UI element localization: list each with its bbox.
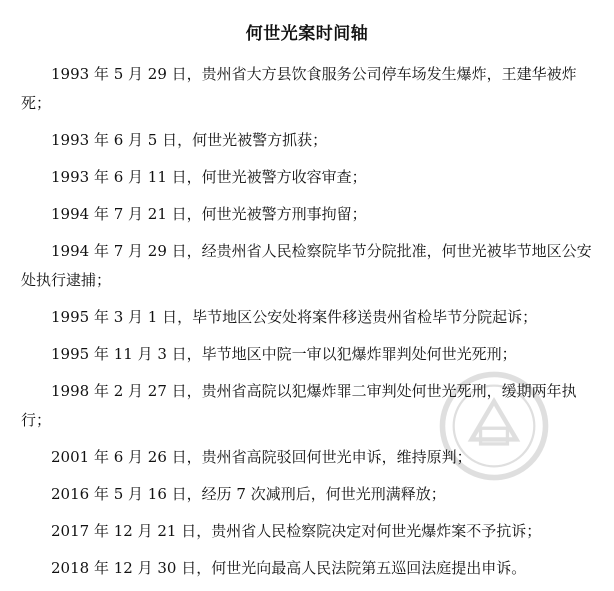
timeline-entry: 2018 年 12 月 30 日，何世光向最高人民法院第五巡回法庭提出申诉。 <box>51 559 527 577</box>
timeline-entry: 1993 年 5 月 29 日，贵州省大方县饮食服务公司停车场发生爆炸，王建华被炸死； <box>21 65 577 112</box>
timeline-entry: 1993 年 6 月 11 日，何世光被警方收容审查； <box>51 168 367 186</box>
timeline-entry: 1994 年 7 月 21 日，何世光被警方刑事拘留； <box>51 205 367 223</box>
timeline-entry: 2001 年 6 月 26 日，贵州省高院驳回何世光申诉，维持原判； <box>51 448 472 466</box>
timeline-entry: 1998 年 2 月 27 日，贵州省高院以犯爆炸罪二审判处何世光死刑，缓期两年执行； <box>21 382 577 429</box>
document-title: 何世光案时间轴 <box>245 24 369 44</box>
timeline-entry: 2016 年 5 月 16 日，经历 7 次减刑后，何世光刑满释放； <box>51 485 446 503</box>
timeline-entry: 1993 年 6 月 5 日，何世光被警方抓获； <box>51 131 328 149</box>
timeline-entry: 1995 年 11 月 3 日，毕节地区中院一审以犯爆炸罪判处何世光死刑； <box>51 345 517 363</box>
timeline-list <box>21 60 599 591</box>
timeline-entry: 2017 年 12 月 21 日，贵州省人民检察院决定对何世光爆炸案不予抗诉； <box>51 522 542 540</box>
timeline-entry: 1995 年 3 月 1 日，毕节地区公安处将案件移送贵州省检毕节分院起诉； <box>51 308 538 326</box>
timeline-entry: 1994 年 7 月 29 日，经贵州省人民检察院毕节分院批准，何世光被毕节地区公安处执行逮捕； <box>21 242 592 289</box>
